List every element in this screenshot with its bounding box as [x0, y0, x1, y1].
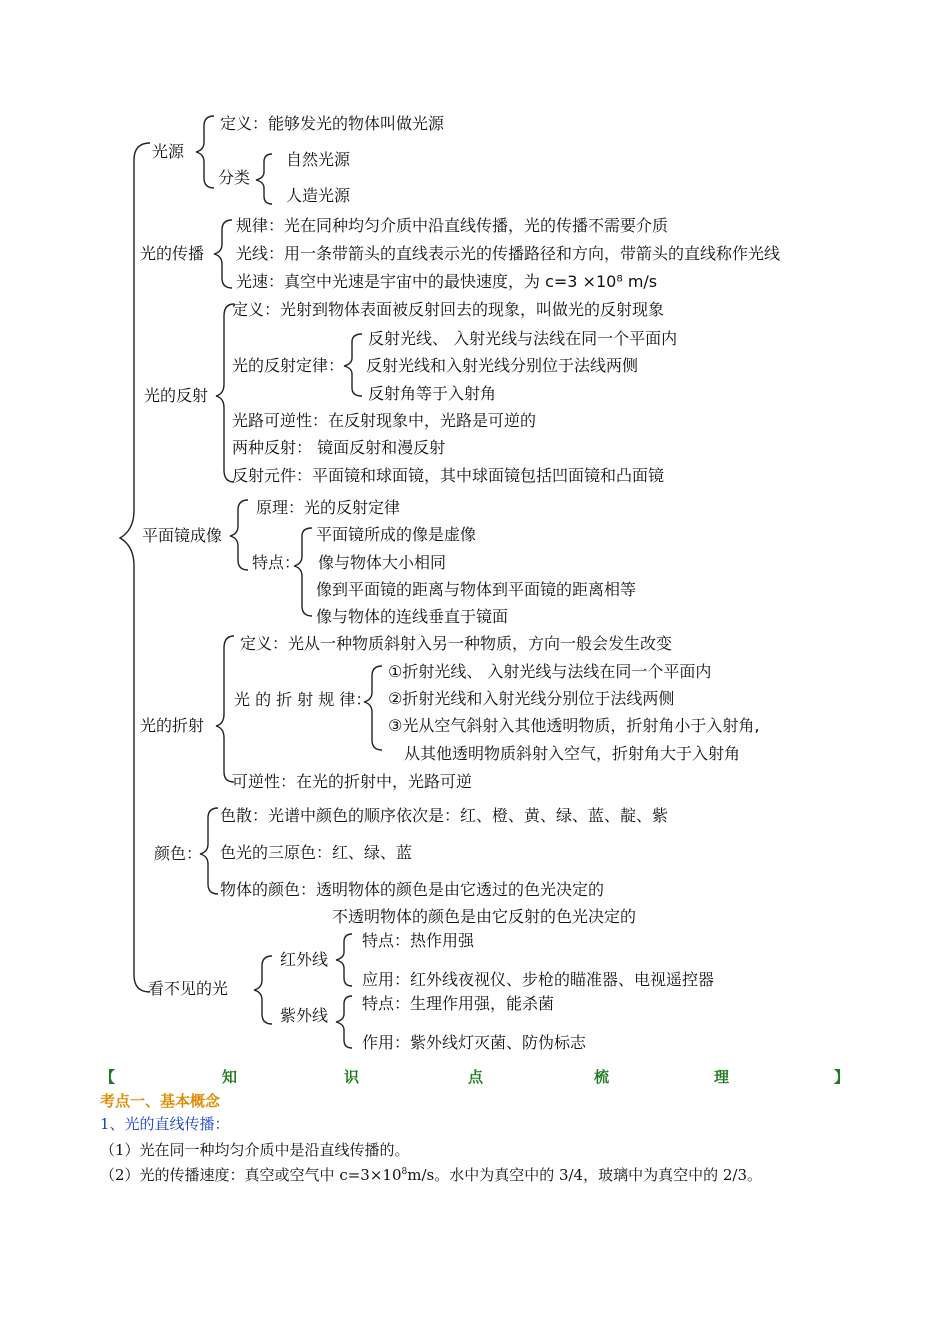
refraction-law-4: 从其他透明物质斜射入空气，折射角大于入射角 [404, 744, 741, 763]
refraction-law-2: ②折射光线和入射光线分别位于法线两侧 [388, 689, 675, 708]
header-char-3: 点 [468, 1068, 484, 1086]
color-opaque: 不透明物体的颜色是由它反射的色光决定的 [332, 907, 637, 926]
class-brace [256, 154, 272, 204]
refraction-reversible: 可逆性：在光的折射中，光路可逆 [232, 772, 473, 791]
source-artificial: 人造光源 [286, 186, 351, 205]
refraction-law-1: ①折射光线、 入射光线与法线在同一个平面内 [388, 662, 712, 681]
refraction-law-3: ③光从空气斜射入其他透明物质，折射角小于入射角, [388, 716, 760, 735]
reflection-two-kinds: 两种反射： 镜面反射和漫反射 [232, 438, 446, 457]
paragraph-2-part-a: （2）光的传播速度：真空或空气中 c=3×10 [100, 1166, 402, 1184]
propagation-title: 光的传播 [140, 244, 205, 263]
refraction-title: 光的折射 [140, 716, 205, 735]
color-object: 物体的颜色：透明物体的颜色是由它透过的色光决定的 [220, 880, 605, 899]
uv-use: 作用：紫外线灯灭菌、防伪标志 [362, 1033, 587, 1052]
reflection-elements: 反射元件：平面镜和球面镜，其中球面镜包括凹面镜和凸面镜 [232, 466, 665, 485]
reflection-definition: 定义：光射到物体表面被反射回去的现象，叫做光的反射现象 [232, 300, 665, 319]
propagation-ray: 光线：用一条带箭头的直线表示光的传播路径和方向，带箭头的直线称作光线 [236, 244, 781, 263]
ir-brace [336, 934, 352, 986]
uv-feature: 特点：生理作用强，能杀菌 [362, 994, 555, 1013]
reflection-law-label: 光的反射定律： [232, 356, 345, 375]
ir-feature: 特点：热作用强 [362, 931, 475, 950]
mirror-feature-4: 像与物体的连线垂直于镜面 [316, 607, 509, 626]
mirror-feature-label: 特点： [252, 553, 301, 572]
propagation-brace [214, 220, 232, 288]
header-char-5: 理 [714, 1068, 730, 1086]
kaodian-title: 考点一、基本概念 [100, 1092, 221, 1110]
source-natural: 自然光源 [286, 150, 351, 169]
uv-brace [336, 996, 352, 1048]
propagation-speed: 光速：真空中光速是宇宙中的最快速度，为 c=3 ×10⁸ m/s [236, 272, 658, 291]
mirror-principle: 原理：光的反射定律 [256, 498, 401, 517]
header-open-bracket: 【 [100, 1068, 116, 1086]
color-brace [200, 808, 218, 894]
source-brace [196, 116, 214, 188]
header-close-bracket: 】 [834, 1068, 850, 1086]
reflection-reversible: 光路可逆性：在反射现象中，光路是可逆的 [232, 411, 537, 430]
knowledge-header [100, 1066, 850, 1088]
paragraph-2-part-b: m/s。水中为真空中的 3/4，玻璃中为真空中的 2/3。 [407, 1166, 763, 1184]
color-primary: 色光的三原色：红、绿、蓝 [220, 843, 413, 862]
refraction-brace [216, 636, 234, 782]
uv-label: 紫外线 [280, 1006, 329, 1025]
paragraph-1: （1）光在同一种均匀介质中是沿直线传播的。 [100, 1141, 410, 1159]
section-title: 1、光的直线传播： [100, 1115, 230, 1133]
reflection-law-1: 反射光线、 入射光线与法线在同一个平面内 [368, 329, 678, 348]
ir-use: 应用：红外线夜视仪、步枪的瞄准器、电视遥控器 [362, 970, 715, 989]
source-definition: 定义：能够发光的物体叫做光源 [220, 114, 445, 133]
header-char-1: 知 [222, 1068, 238, 1086]
refraction-law-label: 光 的 折 射 规 律： [234, 690, 372, 709]
mirror-feature-3: 像到平面镜的距离与物体到平面镜的距离相等 [316, 580, 637, 599]
mirror-title: 平面镜成像 [142, 526, 223, 545]
mirror-brace [230, 500, 248, 570]
mirror-feature-1: 平面镜所成的像是虚像 [316, 525, 477, 544]
source-class-label: 分类 [218, 168, 251, 187]
source-title: 光源 [152, 142, 185, 161]
header-char-2: 识 [344, 1068, 360, 1086]
invisible-brace [254, 956, 272, 1024]
reflection-law-2: 反射光线和入射光线分别位于法线两侧 [366, 356, 639, 375]
paragraph-2 [100, 1164, 762, 1185]
header-char-4: 梳 [594, 1068, 610, 1086]
reflect-law-brace [344, 334, 362, 396]
propagation-rule: 规律：光在同种均匀介质中沿直线传播，光的传播不需要介质 [236, 216, 669, 235]
invisible-title: 看不见的光 [148, 979, 229, 998]
main-brace [120, 143, 150, 992]
ir-label: 红外线 [280, 950, 329, 969]
color-dispersion: 色散：光谱中颜色的顺序依次是：红、橙、黄、绿、蓝、靛、紫 [220, 806, 669, 825]
color-title: 颜色： [154, 844, 203, 863]
mirror-feature-2: 像与物体大小相同 [318, 553, 447, 572]
paragraph-2-exponent: 8 [401, 1167, 408, 1177]
reflection-law-3: 反射角等于入射角 [368, 384, 497, 403]
refraction-definition: 定义：光从一种物质斜射入另一种物质，方向一般会发生改变 [240, 634, 673, 653]
reflection-title: 光的反射 [144, 386, 209, 405]
